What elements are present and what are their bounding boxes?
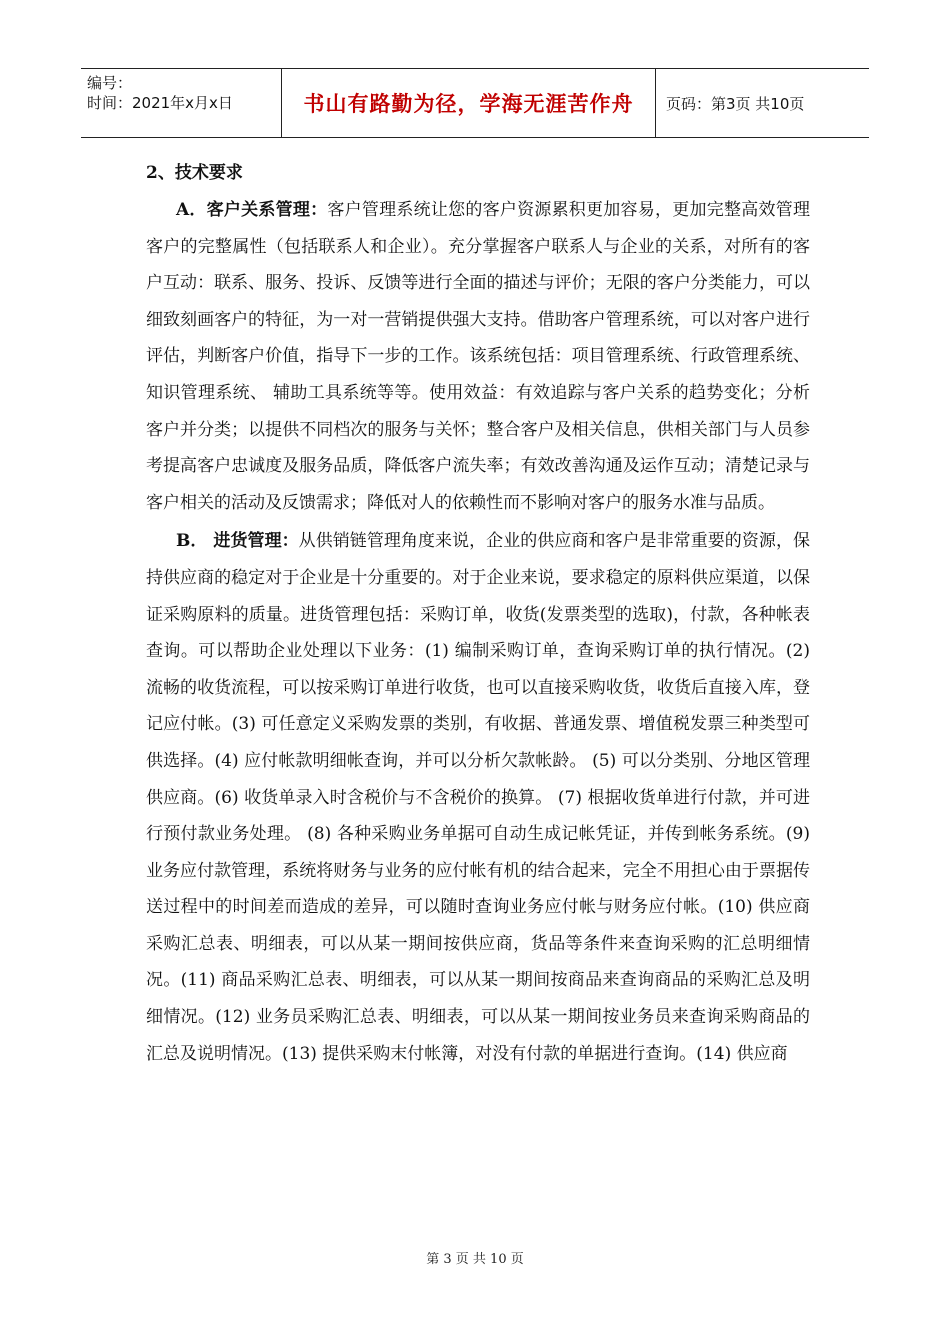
header-meta [81,69,281,137]
document-date-label: 时间：2021年x月x日 [87,94,233,112]
document-number-label: 编号： [87,74,133,92]
page-header [81,68,869,138]
paragraph-crm-lead: A．客户关系管理： [176,200,328,220]
header-motto-cell [281,69,656,137]
page-footer [0,1248,950,1267]
paragraph-purchasing [146,523,810,1072]
header-page-info: 页码：第3页 共10页 [666,94,805,113]
paragraph-crm [146,192,810,521]
paragraph-purchasing-text: 从供销链管理角度来说，企业的供应商和客户是非常重要的资源，保持供应商的稳定对于企业是十分重要的。对于企业来说，要求稳定的原料供应渠道，以保证采购原料的质量。进货管理包括：采购订单，收货(发票类型的选取)，付款，各种帐表查询。可以帮助企业处理以下业务：(1) 编制采购订单，查询采购订单的执行情况。(2) 流畅的收货流程，可以按采购订单进行收货，也可以直接采购收货，收货后直接入库，登记应付帐。(3) 可任意定义采购发票的类别，有收据、普通发票、增值税发票三种类型可供选择。(4) 应付帐款明细帐查询，并可以分析欠款帐龄。 (5) 可以分类别、分地区管理供应商。(6) 收货单录入时含税价与不含税价的换算。 (7) 根据收货单进行付款，并可进行预付款业务处理。 (8) 各种采购业务单据可自动生成记帐凭证，并传到帐务系统。(9) 业务应付款管理，系统将财务与业务的应付帐有机的结合起来，完全不用担心由于票据传送过程中的时间差而造成的差异，可以随时查询业务应付帐与财务应付帐。(10) 供应商采购汇总表、明细表，可以从某一期间按供应商，货品等条件来查询采购的汇总明细情况。(11) 商品采购汇总表、明细表，可以从某一期间按商品来查询商品的采购汇总及明细情况。(12) 业务员采购汇总表、明细表，可以从某一期间按业务员来查询采购商品的汇总及说明情况。(13) 提供采购末付帐簿，对没有付款的单据进行查询。(14) 供应商 [146,531,810,1064]
header-motto: 书山有路勤为径，学海无涯苦作舟 [303,92,634,116]
footer-page-number: 第 3 页 共 10 页 [426,1252,524,1267]
paragraph-purchasing-lead: B． 进货管理： [176,531,299,552]
header-page-info-cell [656,69,869,137]
document-body [146,158,810,1072]
section-title: 2、技术要求 [146,163,243,183]
paragraph-crm-text: 客户管理系统让您的客户资源累积更加容易，更加完整高效管理客户的完整属性（包括联系人和企业）。充分掌握客户联系人与企业的关系，对所有的客户互动：联系、服务、投诉、反馈等进行全面的描述与评价；无限的客户分类能力，可以细致刻画客户的特征，为一对一营销提供强大支持。借助客户管理系统，可以对客户进行评估，判断客户价值，指导下一步的工作。该系统包括：项目管理系统、行政管理系统、知识管理系统、 辅助工具系统等等。使用效益：有效追踪与客户关系的趋势变化；分析客户并分类；以提供不同档次的服务与关怀；整合客户及相关信息，供相关部门与人员参考提高客户忠诚度及服务品质，降低客户流失率；有效改善沟通及运作互动；清楚记录与客户相关的活动及反馈需求；降低对人的依赖性而不影响对客户的服务水准与品质。 [146,200,810,513]
